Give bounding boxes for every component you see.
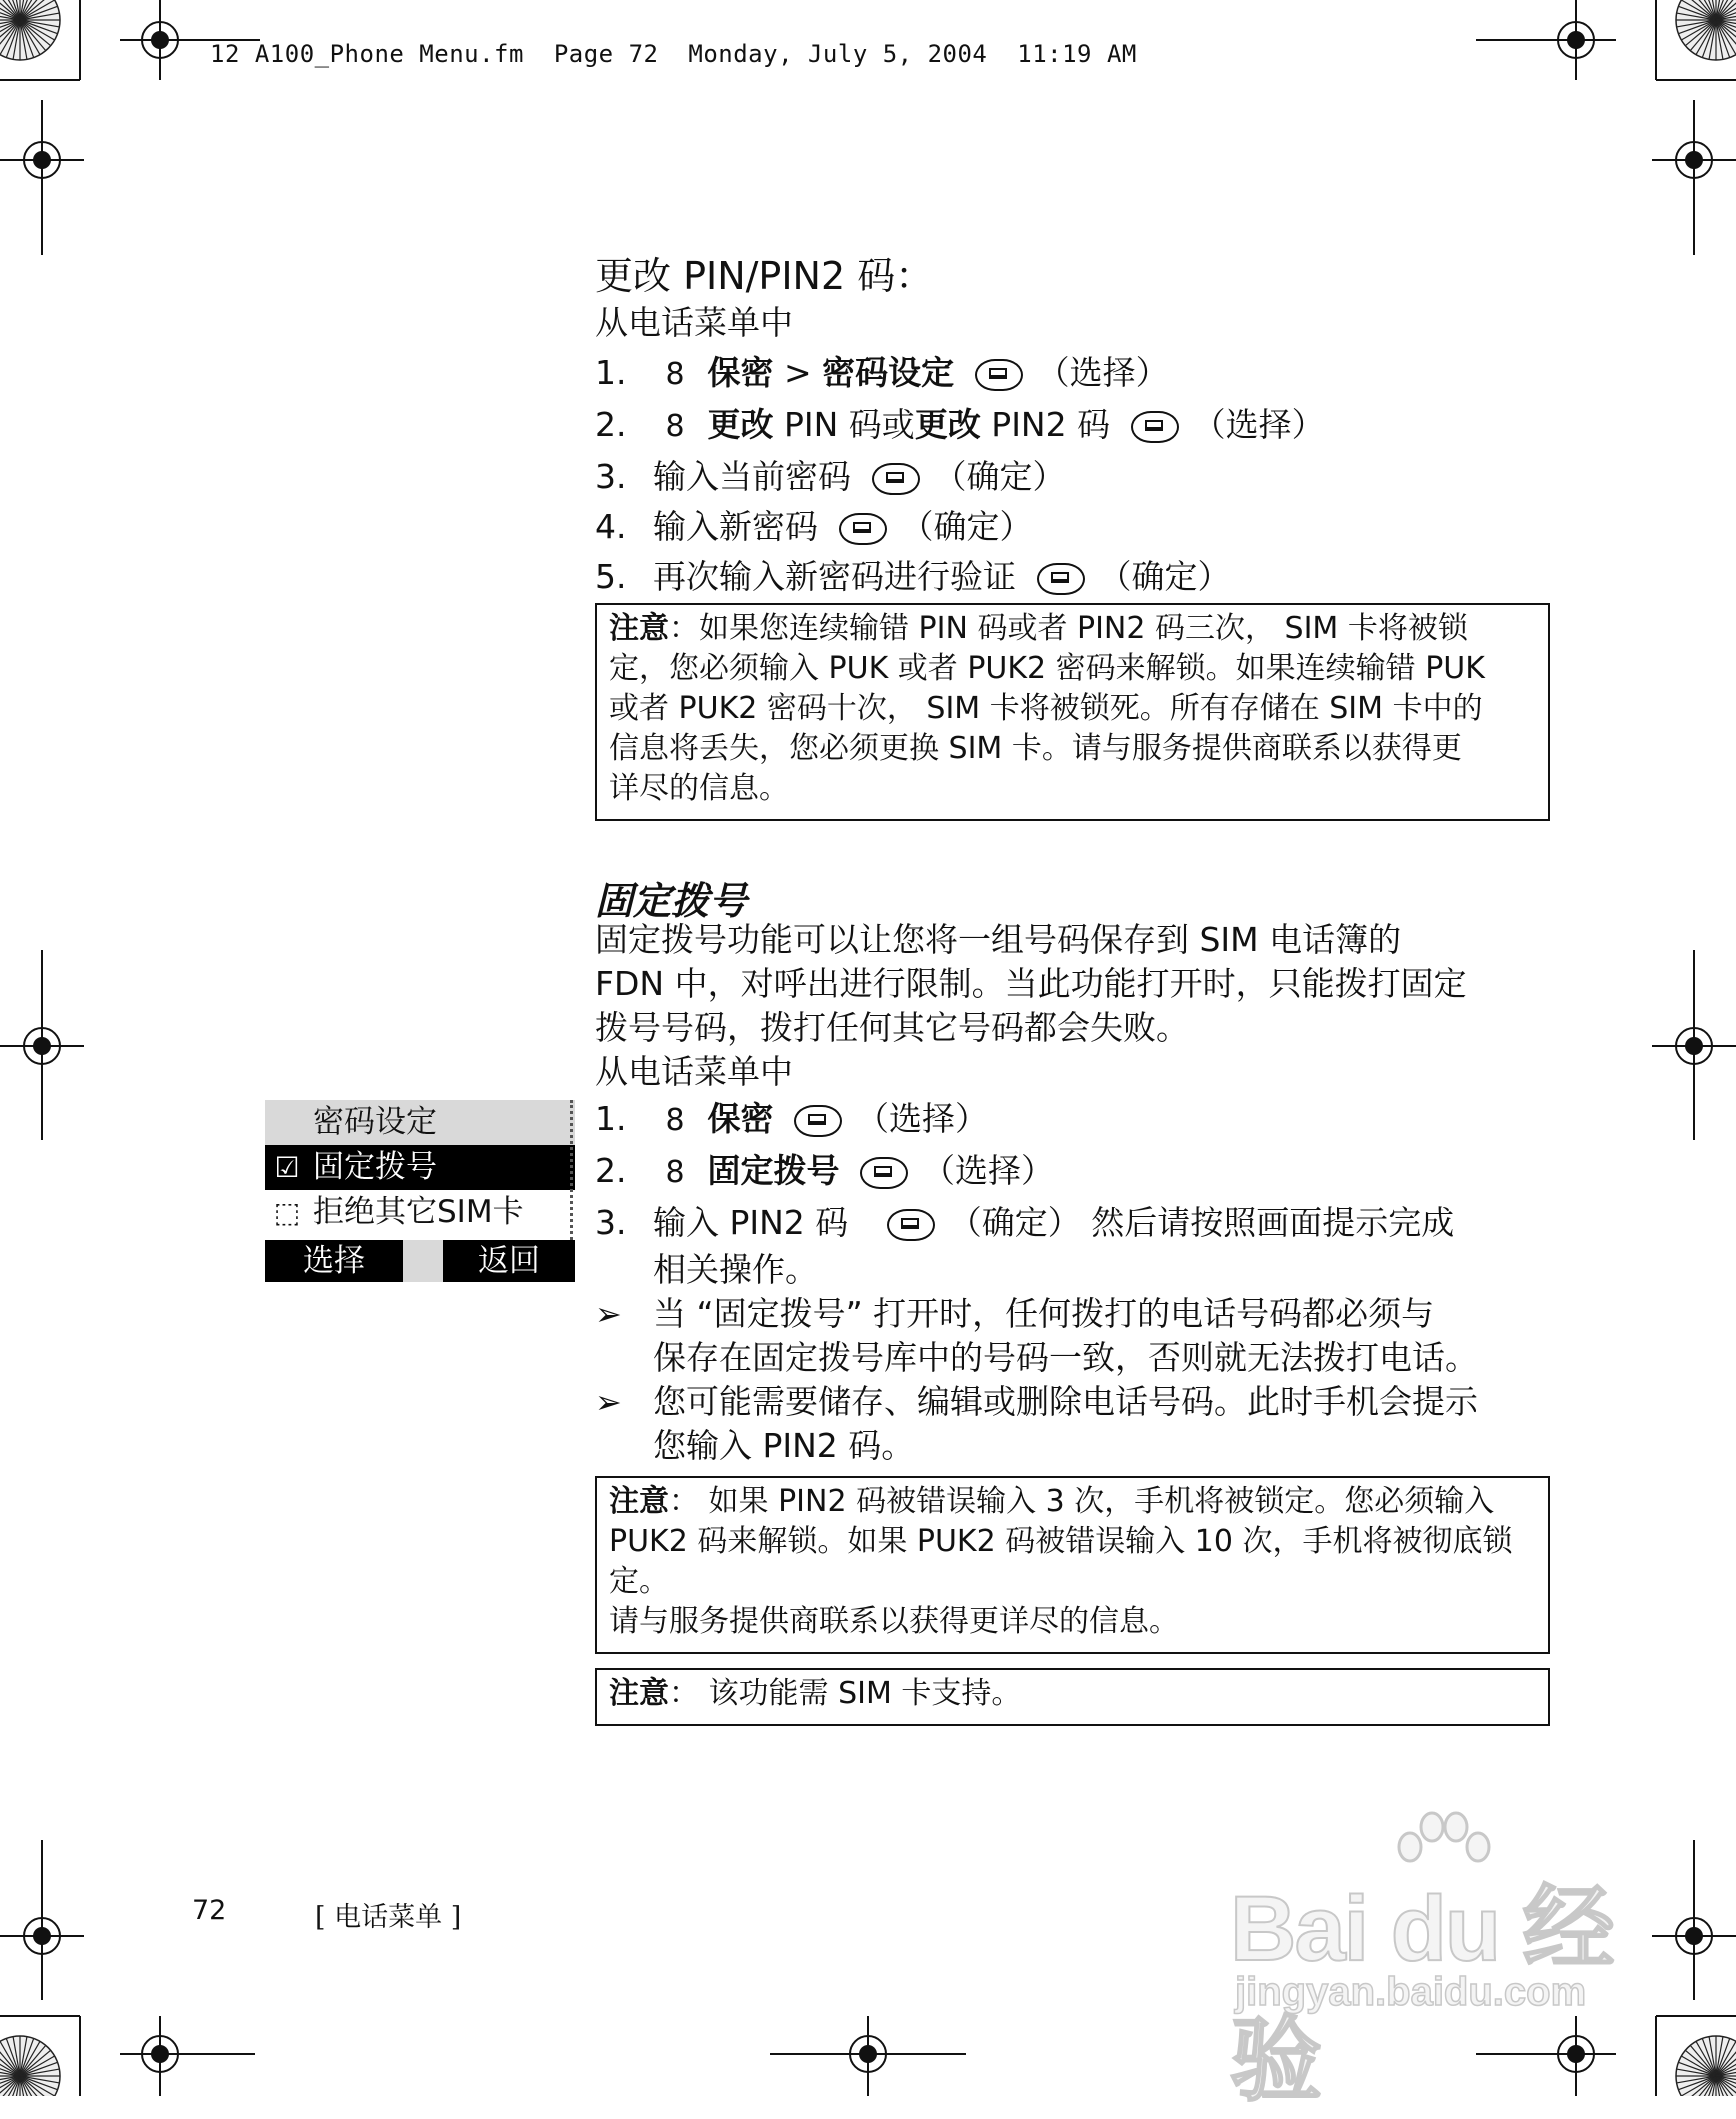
- section-title-change-pin: 更改 PIN/PIN2 码：: [595, 254, 934, 298]
- step-1: 1. 8 保密 > 密码设定 （选择）: [595, 348, 1555, 400]
- softkey-icon: [794, 1105, 842, 1137]
- softkey-icon: [975, 359, 1023, 391]
- page-number: 72: [192, 1895, 227, 1926]
- softkey-icon: [872, 463, 920, 495]
- checkbox-empty-icon: ⬚: [273, 1196, 301, 1229]
- select-softkey: 选择: [265, 1240, 403, 1282]
- scroll-icon: 8: [665, 1155, 685, 1190]
- from-menu-label: 从电话菜单中: [595, 1052, 793, 1091]
- softkey-icon: [1131, 411, 1179, 443]
- menu-item-fixed-dialing: ☑ 固定拨号: [265, 1145, 575, 1190]
- softkey-icon: [1037, 563, 1085, 595]
- checkbox-checked-icon: ☑: [274, 1151, 300, 1184]
- arrow-icon: ➢: [595, 1295, 622, 1333]
- step-2: 2. 8 更改 PIN 码或更改 PIN2 码 （选择）: [595, 400, 1555, 452]
- menu-item-password-settings: 密码设定: [265, 1100, 575, 1145]
- step-3: 3. 输入 PIN2 码 （确定） 然后请按照画面提示完成: [595, 1203, 1455, 1242]
- softkey-icon: [839, 513, 887, 545]
- note-box-pin2-lock: 注意： 如果 PIN2 码被错误输入 3 次，手机将被锁定。您必须输入 PUK2 码来解锁。如果 PUK2 码被错误输入 10 次，手机将被彻底锁 定。 请与服务提供商联系以获得更详尽的信息。: [595, 1476, 1550, 1654]
- note-box-pin-lock: 注意：如果您连续输错 PIN 码或者 PIN2 码三次， SIM 卡将被锁 定，您必须输入 PUK 或者 PUK2 密码来解锁。如果连续输错 PUK 或者 PUK2 密码十次， SIM 卡将被锁死。所有存储在 SIM 卡中的 信息将丢失，您必须更换 SIM 卡。请与服务提供商联系以获得更 详尽的信息。: [595, 603, 1550, 821]
- note-box-sim-support: 注意： 该功能需 SIM 卡支持。: [595, 1668, 1550, 1726]
- menu-item-reject-other-sim: ⬚ 拒绝其它SIM卡: [265, 1190, 575, 1235]
- tip-2: ➢ 您可能需要储存、编辑或删除电话号码。此时手机会提示: [595, 1380, 1555, 1424]
- scroll-icon: 8: [665, 409, 685, 444]
- softkey-icon: [887, 1209, 935, 1241]
- tip-1: ➢ 当 “固定拨号” 打开时，任何拨打的电话号码都必须与: [595, 1292, 1555, 1336]
- step-1: 1. 8 保密 （选择）: [595, 1094, 1555, 1146]
- phone-screen: [265, 1100, 575, 1284]
- softkey-bar: [265, 1240, 575, 1282]
- scrollbar-track: [570, 1100, 573, 1240]
- section-title-fixed-dialing: 固定拨号: [595, 879, 748, 923]
- scroll-icon: 8: [665, 1103, 685, 1138]
- step-3: 3. 输入当前密码 （确定）: [595, 457, 1066, 496]
- from-menu-label: 从电话菜单中: [595, 303, 793, 342]
- arrow-icon: ➢: [595, 1383, 622, 1421]
- step-2: 2. 8 固定拨号 （选择）: [595, 1146, 1555, 1198]
- step-4: 4. 输入新密码 （确定）: [595, 507, 1033, 546]
- chapter-title: [ 电话菜单 ]: [315, 1902, 462, 1933]
- section1-steps: [595, 298, 1555, 602]
- back-softkey: 返回: [443, 1240, 575, 1282]
- baidu-watermark: Bai du 经验 jingyan.baidu.com: [1230, 1805, 1650, 2025]
- step-5: 5. 再次输入新密码进行验证 （确定）: [595, 557, 1231, 596]
- scroll-icon: 8: [665, 357, 685, 392]
- softkey-icon: [860, 1157, 908, 1189]
- file-header: 12 A100_Phone Menu.fm Page 72 Monday, July 5, 2004 11:19 AM: [210, 40, 1137, 68]
- section2-body: 固定拨号功能可以让您将一组号码保存到 SIM 电话簿的 FDN 中，对呼出进行限制。当此功能打开时，只能拨打固定 拨号号码，拨打任何其它号码都会失败。 从电话菜单中 1. 8 保密 （选择） 2. 8 固定拨号 （选择） 3. 输入 PIN2 码 （确定） 然后请按照画面提示完成 相关操作。 ➢ 当 “固定拨号” 打开时，任何拨打的电话号码都必须与 保存在固定拨号库中的号码一致，否则就无法拨打电话。 ➢ 您可能需要储存、编辑或删除电话号码。此时手机会提示 您输入 PIN2 码。: [595, 918, 1555, 1468]
